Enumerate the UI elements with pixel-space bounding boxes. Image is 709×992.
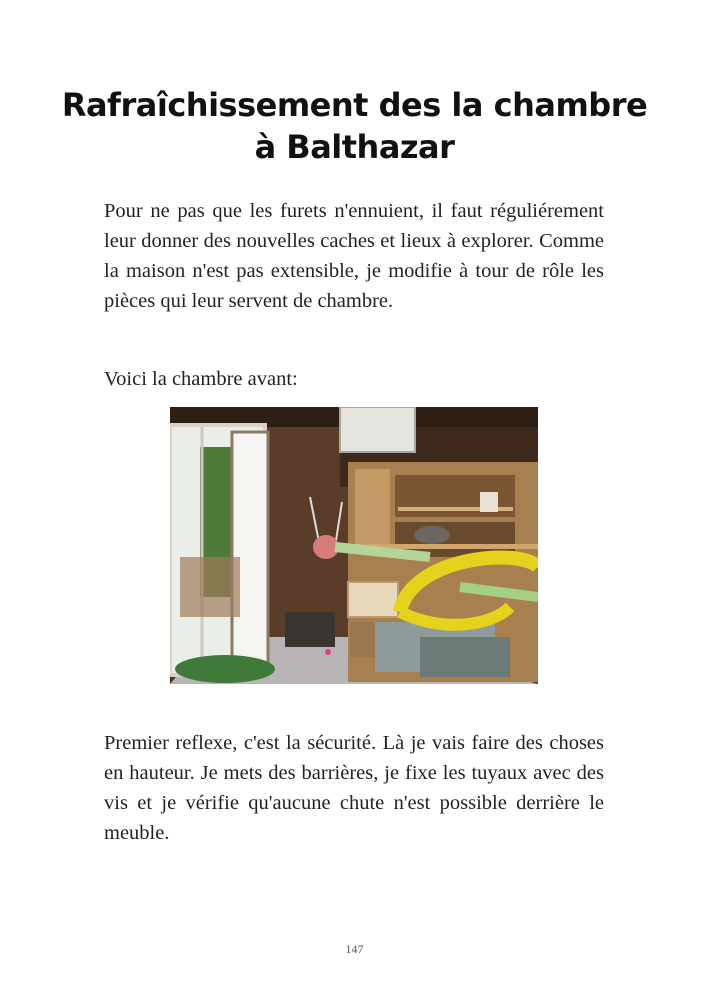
page-title: Rafraîchissement des la chambre à Balthazar — [61, 86, 648, 166]
page-number: 147 — [345, 942, 364, 956]
paragraph-intro: Pour ne pas que les furets n'ennuient, il faut réguliérement leur donner des nouvelles caches et lieux à explorer. Comme la maison n'est pas extensible, je modifie à tour de rôle les pièces qui leur servent de chambre. — [104, 200, 604, 312]
paragraph-security: Premier reflexe, c'est la sécurité. Là je vais faire des choses en hauteur. Je mets des barrières, je fixe les tuyaux avec des vis et je vérifie qu'aucune chute n'est possible derrière le meuble. — [104, 732, 604, 844]
paragraph-before-label: Voici la chambre avant: — [104, 368, 298, 390]
room-before-photo — [170, 407, 538, 684]
